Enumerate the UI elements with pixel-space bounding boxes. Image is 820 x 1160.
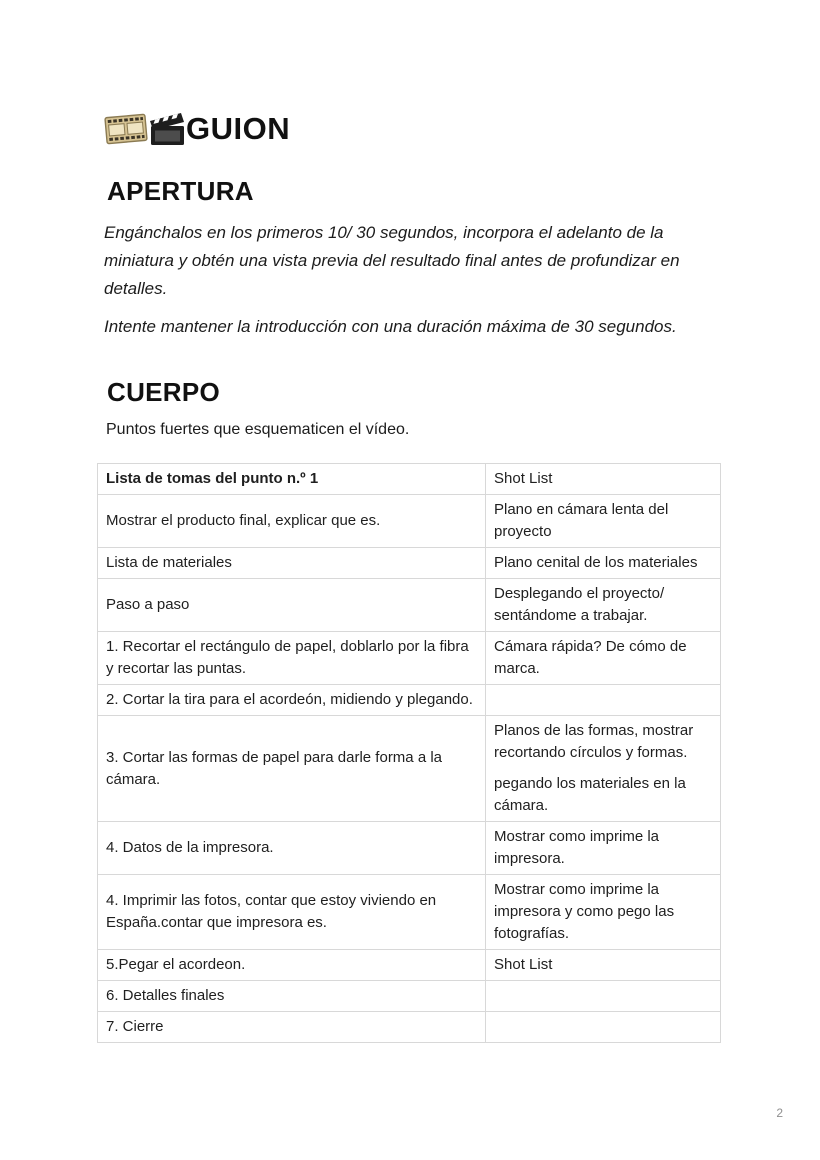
shot-description-cell [98,822,486,875]
cell-paragraph: 2. Cortar la tira para el acordeón, midiendo y plegando. [106,691,473,708]
cell-paragraph: 3. Cortar las formas de papel para darle forma a la cámara. [106,748,442,788]
shot-type-cell [486,579,721,632]
page-title: GUION [186,111,291,146]
table-header-right: Shot List [486,464,721,495]
table-header-left: Lista de tomas del punto n.º 1 [98,464,486,495]
table-row [98,950,721,981]
apertura-paragraph-2: Intente mantener la introducción con una duración máxima de 30 segundos. [104,317,677,336]
cell-paragraph: 5.Pegar el acordeon. [106,956,246,973]
cell-paragraph: 6. Detalles finales [106,987,225,1004]
film-frames-icon [104,109,148,149]
shot-list-table [97,463,721,1043]
shot-description-cell [98,579,486,632]
cell-paragraph: Lista de materiales [106,554,232,571]
cell-paragraph: Plano en cámara lenta del proyecto [494,501,669,540]
shot-type-cell [486,495,721,548]
shot-table-body [98,495,721,1043]
cell-paragraph: Mostrar el producto final, explicar que es. [106,512,381,529]
shot-description-cell [98,632,486,685]
shot-type-cell [486,632,721,685]
shot-type-cell [486,950,721,981]
cell-paragraph: 4. Imprimir las fotos, contar que estoy viviendo en España.contar que impresora es. [106,892,437,931]
table-row [98,981,721,1012]
shot-description-cell [98,685,486,716]
cuerpo-heading: CUERPO [107,377,221,407]
shot-type-cell [486,716,721,822]
page-title-row [104,108,720,150]
cell-paragraph: Plano cenital de los materiales [494,554,698,571]
cell-paragraph: Cámara rápida? De cómo de marca. [494,638,687,677]
shot-description-cell [98,950,486,981]
shot-description-cell [98,875,486,950]
shot-type-cell [486,981,721,1012]
table-row [98,632,721,685]
clapperboard-icon [146,108,188,150]
table-row [98,875,721,950]
cell-paragraph: Desplegando el proyecto/ sentándome a trabajar. [494,585,665,624]
shot-description-cell [98,1012,486,1043]
cell-paragraph: 4. Datos de la impresora. [106,839,274,856]
table-row [98,685,721,716]
table-row [98,822,721,875]
shot-description-cell [98,981,486,1012]
cell-paragraph: 7. Cierre [106,1018,164,1035]
cell-paragraph: 1. Recortar el rectángulo de papel, doblarlo por la fibra y recortar las puntas. [106,638,469,677]
shot-type-cell [486,822,721,875]
table-row [98,716,721,822]
shot-type-cell [486,685,721,716]
cell-paragraph: Mostrar como imprime la impresora y como pego las fotografías. [494,881,675,942]
document-content [97,0,720,1043]
cell-paragraph: pegando los materiales en la cámara. [494,775,686,814]
cell-paragraph: Mostrar como imprime la impresora. [494,828,660,867]
shot-type-cell [486,875,721,950]
cell-paragraph: Shot List [494,956,553,973]
apertura-heading: APERTURA [107,176,254,206]
shot-description-cell [98,495,486,548]
shot-description-cell [98,716,486,822]
shot-description-cell [98,548,486,579]
table-header-row [98,464,721,495]
shot-type-cell [486,548,721,579]
cuerpo-intro: Puntos fuertes que esquematicen el vídeo. [106,421,410,438]
apertura-paragraph-1: Engánchalos en los primeros 10/ 30 segundos, incorpora el adelanto de la miniatura y obtén una vista previa del resultado final antes de profundizar en detalles. [104,223,680,298]
table-row [98,579,721,632]
cell-paragraph: Planos de las formas, mostrar recortando círculos y formas. [494,722,694,761]
table-row [98,1012,721,1043]
shot-type-cell [486,1012,721,1043]
page-number: 2 [776,1106,783,1120]
cell-paragraph: Paso a paso [106,596,190,613]
table-row [98,495,721,548]
table-row [98,548,721,579]
